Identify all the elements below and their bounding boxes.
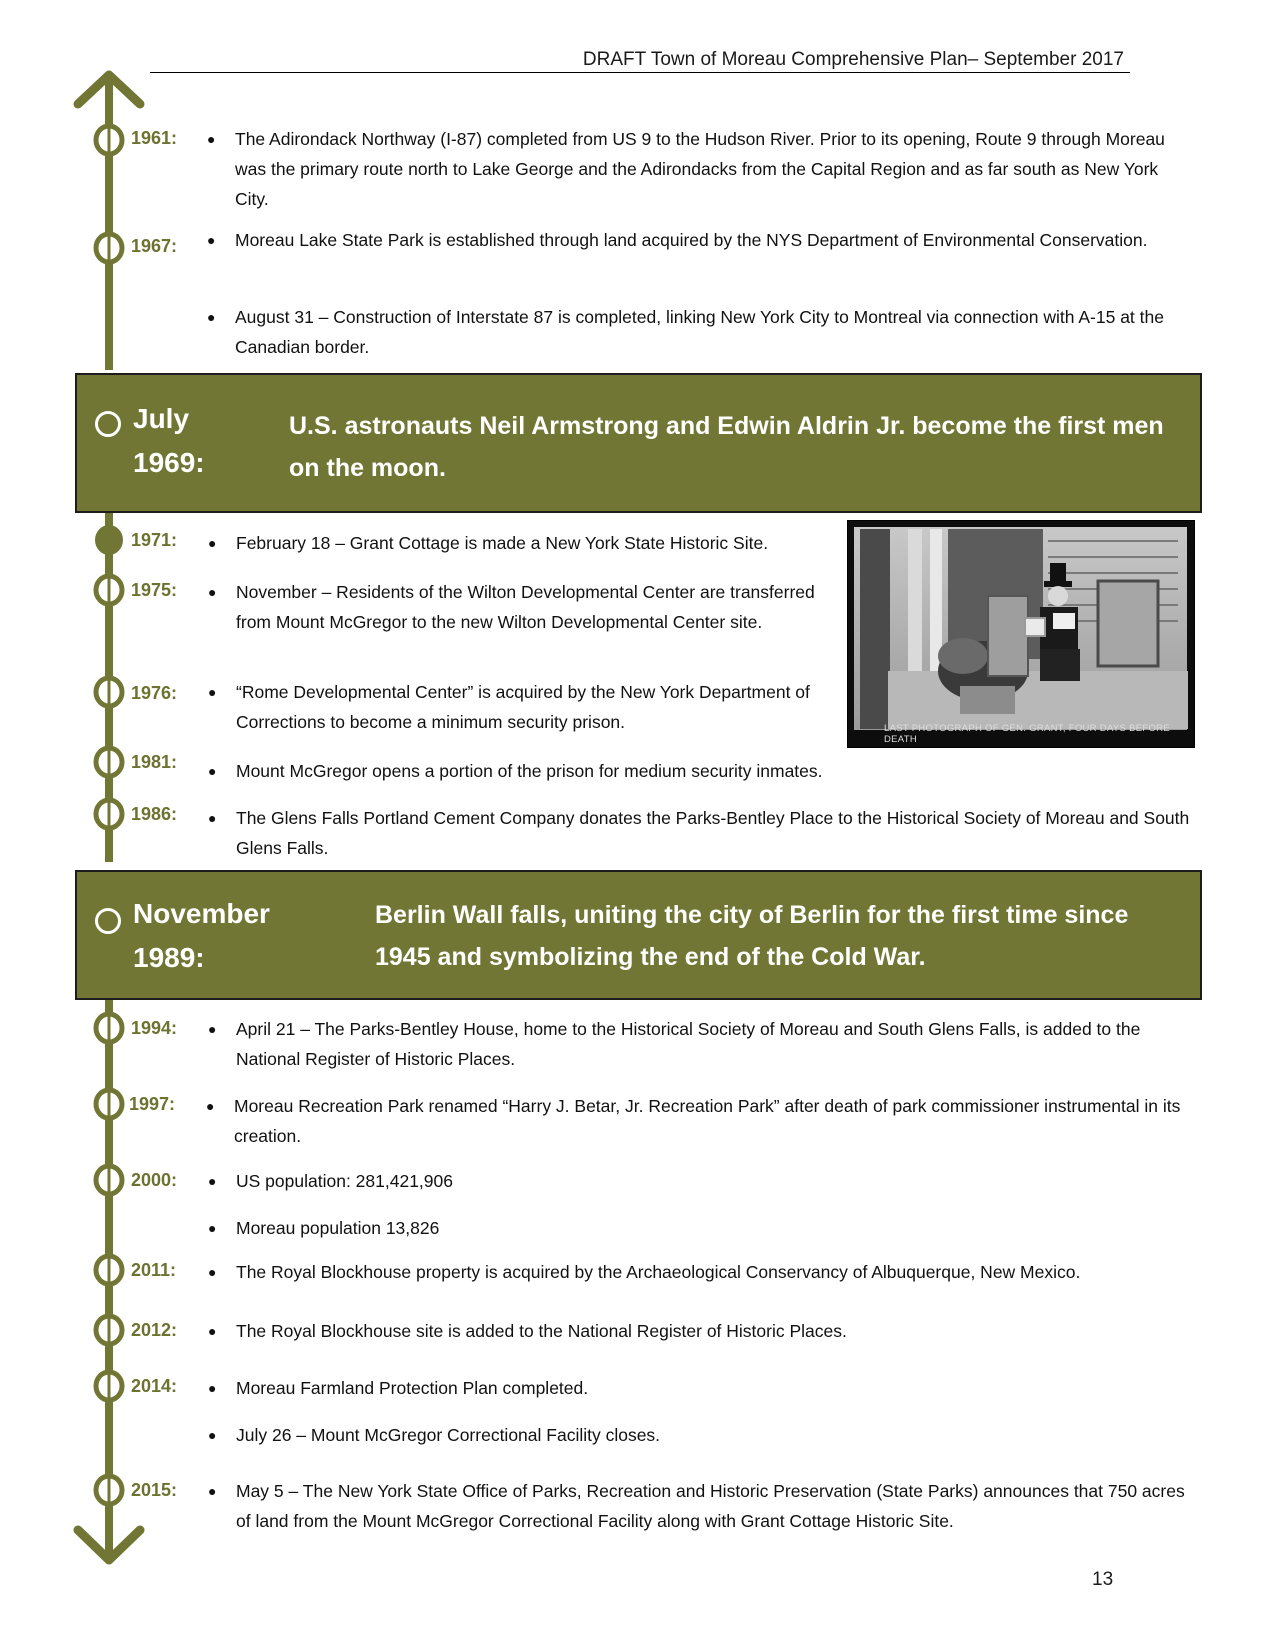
photo-caption: LAST PHOTOGRAPH OF GEN. GRANT, FOUR DAYS BEFORE DEATH: [884, 723, 1170, 745]
year-label: 2000:: [131, 1170, 178, 1190]
timeline-entry: ● August 31 – Construction of Interstate 87 is completed, linking New York City to Montreal via connection with A-15 at the Canadian border.: [207, 307, 1164, 357]
timeline-node-filled-icon: [95, 525, 123, 555]
event-banner-1989: [75, 870, 1202, 1000]
year-label: 1967:: [131, 236, 178, 256]
timeline-entry: ● November – Residents of the Wilton Developmental Center are transferred from Mount McGregor to the new Wilton Developmental Center site.: [208, 582, 815, 632]
page-header: [150, 48, 1130, 73]
timeline-entry: ● US population: 281,421,906: [208, 1171, 453, 1191]
timeline-entry: ● Moreau Farmland Protection Plan completed.: [208, 1378, 589, 1398]
banner-date-line1: November: [133, 898, 270, 929]
year-label: 1971:: [131, 530, 178, 550]
banner-date-line2: 1989:: [133, 942, 205, 973]
timeline-entry: ● Moreau Lake State Park is established through land acquired by the NYS Department of Environmental Conservation.: [207, 230, 1148, 250]
year-label: 1975:: [131, 580, 178, 600]
timeline-entry: ● Moreau population 13,826: [208, 1218, 440, 1238]
timeline-entry: ● The Royal Blockhouse site is added to the National Register of Historic Places.: [208, 1321, 847, 1341]
banner-date-line1: July: [133, 403, 190, 434]
timeline-entry: ● The Glens Falls Portland Cement Company donates the Parks-Bentley Place to the Historical Society of Moreau and South Glens Falls.: [208, 808, 1190, 858]
year-label: 2014:: [131, 1376, 178, 1396]
timeline-entry: ● May 5 – The New York State Office of Parks, Recreation and Historic Preservation (State Parks) announces that 750 acres of land from the Mount McGregor Correctional Facility along with Grant Cottage Historic Site.: [208, 1481, 1185, 1531]
header-title: DRAFT Town of Moreau Comprehensive Plan– September 2017: [582, 49, 1124, 70]
timeline-entry: ● April 21 – The Parks-Bentley House, home to the Historical Society of Moreau and South Glens Falls, is added to the National Register of Historic Places.: [208, 1019, 1141, 1069]
year-label: 2012:: [131, 1320, 178, 1340]
grant-porch-photo-image: [848, 521, 1193, 746]
timeline-entry: ● “Rome Developmental Center” is acquired by the New York Department of Corrections to become a minimum security prison.: [208, 682, 810, 732]
banner-date-line2: 1969:: [133, 447, 205, 478]
year-label: 1986:: [131, 804, 178, 824]
year-label: 1981:: [131, 752, 178, 772]
year-label: 2011:: [131, 1260, 177, 1280]
year-label: 2015:: [131, 1480, 178, 1500]
historic-photo: [847, 520, 1195, 748]
banner-text: Berlin Wall falls, uniting the city of Berlin for the first time since 1945 and symbolizing the end of the Cold War.: [375, 901, 1129, 971]
timeline-entry: ● The Royal Blockhouse property is acquired by the Archaeological Conservancy of Albuquerque, New Mexico.: [208, 1262, 1081, 1282]
timeline-entry: ● July 26 – Mount McGregor Correctional Facility closes.: [208, 1425, 661, 1445]
year-label: 1997:: [129, 1094, 176, 1114]
timeline-entry: ● February 18 – Grant Cottage is made a New York State Historic Site.: [208, 533, 769, 553]
timeline-entry: ● Mount McGregor opens a portion of the prison for medium security inmates.: [208, 761, 823, 781]
timeline-node-icon: [95, 411, 121, 437]
timeline-entry: ● The Adirondack Northway (I-87) completed from US 9 to the Hudson River. Prior to its opening, Route 9 through Moreau was the primary route north to Lake George and the Adirondacks from the Capital Region and as far south as New York City.: [207, 129, 1165, 209]
timeline-node-icon: [95, 908, 121, 934]
year-label: 1994:: [131, 1018, 178, 1038]
banner-text: U.S. astronauts Neil Armstrong and Edwin Aldrin Jr. become the first men on the moon.: [289, 412, 1164, 482]
page-number: 13: [1092, 1569, 1114, 1590]
year-label: 1976:: [131, 683, 178, 703]
year-label: 1961:: [131, 128, 178, 148]
timeline-entry: ● Moreau Recreation Park renamed “Harry J. Betar, Jr. Recreation Park” after death of park commissioner instrumental in its creation.: [206, 1096, 1181, 1146]
event-banner-1969: [75, 373, 1202, 513]
